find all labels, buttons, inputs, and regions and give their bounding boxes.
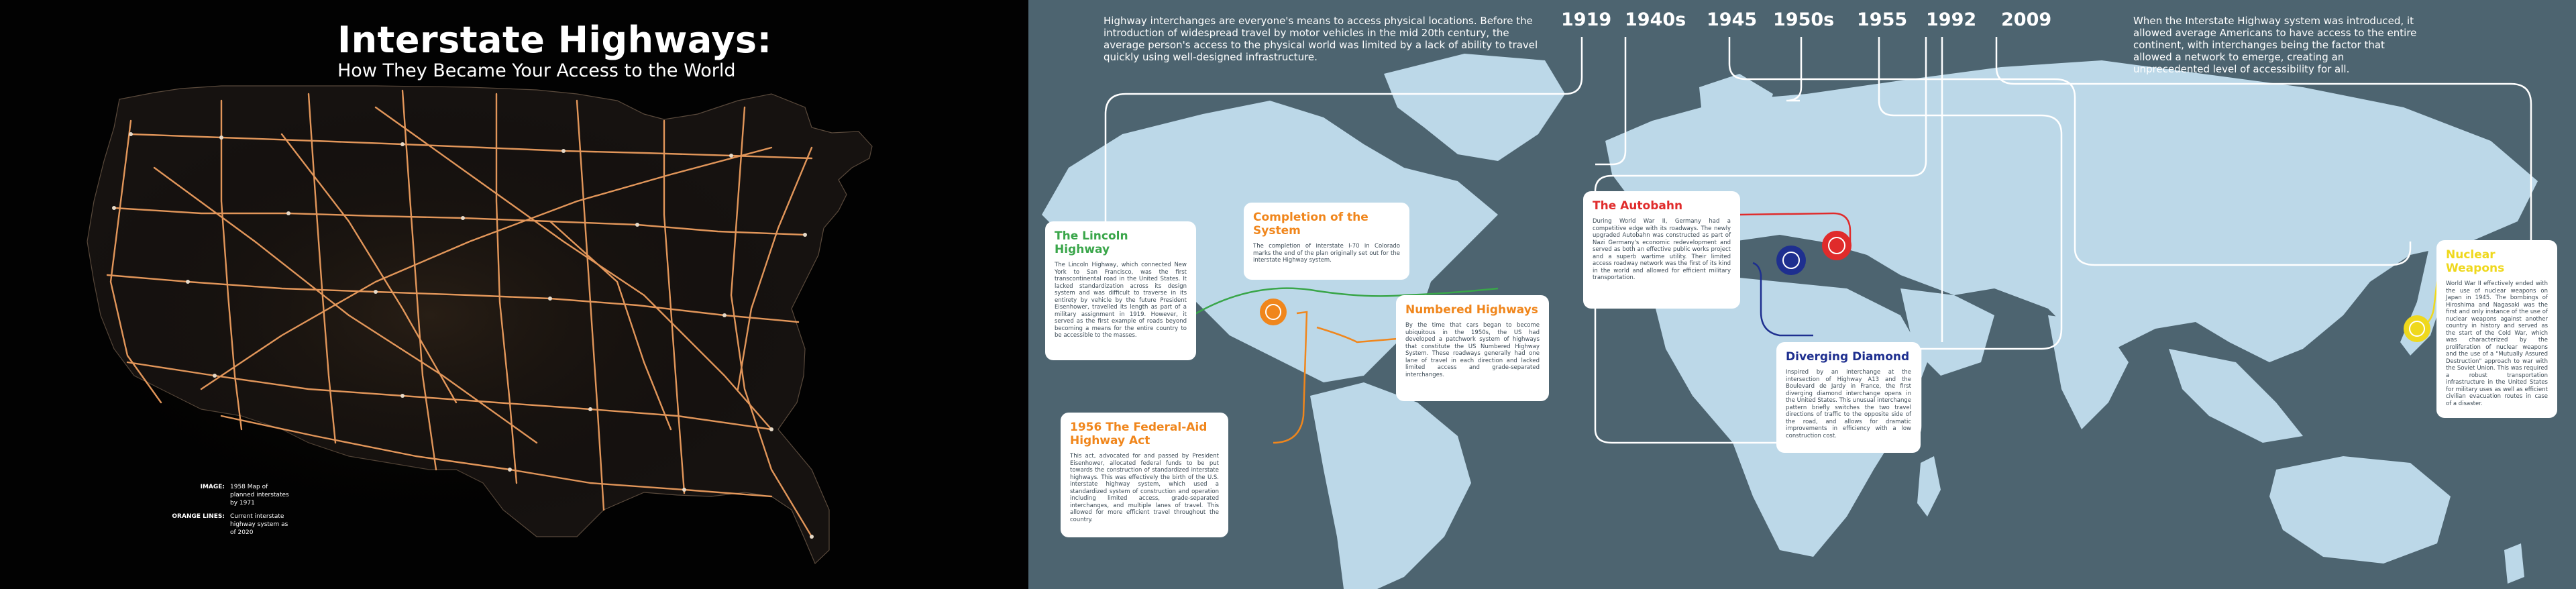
card-title: Numbered Highways bbox=[1405, 303, 1538, 317]
world-map-panel bbox=[1028, 0, 2576, 589]
connector-1950s bbox=[1786, 37, 1801, 101]
card-numbered-highways bbox=[1396, 295, 1549, 401]
southeast-asia bbox=[2169, 349, 2303, 443]
legend-value: Current interstate highway system as of 2020 bbox=[230, 513, 288, 536]
us-highway-panel bbox=[0, 0, 1028, 589]
card-autobahn bbox=[1583, 191, 1740, 309]
card-body: During World War II, Germany had a competitive edge with its roadways. The newly upgraded Autobahn was constructed as part of Nazi Germany's economic redevelopment and served as both an effective public works project and a superb wartime utility. Their limited access roadway network was the first of its kind in the world and allowed for efficient military transportation. bbox=[1593, 218, 1731, 281]
map-legend bbox=[171, 483, 290, 542]
card-title: The Autobahn bbox=[1593, 199, 1683, 213]
card-diverging-diamond bbox=[1776, 342, 1921, 453]
intro-text-left: Highway interchanges are everyone's means to access physical locations. Before the introduction of widespread travel by motor vehicles in the mid 20th century, the average person's access to the physical world was limited by a lack of ability to travel quickly using well-designed infrastructure. bbox=[1104, 15, 1538, 63]
card-title: Diverging Diamond bbox=[1786, 350, 1910, 364]
card-title: Nuclear Weapons bbox=[2446, 248, 2505, 275]
card-title: Completion of the System bbox=[1253, 211, 1368, 237]
year-2009: 2009 bbox=[2001, 9, 2052, 30]
year-1992: 1992 bbox=[1926, 9, 1977, 30]
legend-key: ORANGE LINES: bbox=[172, 513, 225, 520]
card-lincoln-highway bbox=[1045, 221, 1196, 360]
diamond-marker bbox=[1776, 246, 1806, 275]
autobahn-marker bbox=[1822, 231, 1851, 260]
world-map bbox=[1028, 0, 2576, 589]
year-1940s: 1940s bbox=[1625, 9, 1686, 30]
year-1950s: 1950s bbox=[1773, 9, 1835, 30]
card-nuclear-weapons bbox=[2436, 240, 2557, 418]
main-title: Interstate Highways: bbox=[337, 19, 772, 61]
card-body: By the time that cars began to become ubiquitous in the 1950s, the US had developed a patchwork system of highways that constitute the US Numbered Highway System. These roadways generally had one lane of travel in each direction and lacked limited access and grade-separated interchanges. bbox=[1405, 322, 1540, 378]
madagascar bbox=[1917, 456, 1941, 517]
legend-value: 1958 Map of planned interstates by 1971 bbox=[230, 484, 289, 506]
card-body: This act, advocated for and passed by President Eisenhower, allocated federal funds to be put towards the construction of standardized interstate highways. This was effectively the birth of the U.S. interstate highway system, which used a standardized system of construction and operation including limited access, grade-separated interchanges, and multiple lanes of travel. This allowed for more efficient travel throughout the country. bbox=[1070, 453, 1219, 523]
australia bbox=[2269, 456, 2451, 564]
year-1945: 1945 bbox=[1707, 9, 1758, 30]
card-completion-system bbox=[1244, 203, 1409, 280]
new-zealand bbox=[2504, 543, 2524, 584]
completion-marker bbox=[1260, 299, 1287, 325]
legend-row bbox=[171, 513, 290, 537]
legend-key: IMAGE: bbox=[200, 484, 225, 490]
intro-text-right: When the Interstate Highway system was introduced, it allowed average Americans to have access to the entire continent, with interchanges being the factor that allowed a network to emerge, creating an unprecedented level of accessibility for all. bbox=[2133, 15, 2417, 75]
us-highway-map bbox=[0, 0, 1028, 589]
south-america bbox=[1310, 382, 1471, 589]
card-body: World War II effectively ended with the use of nuclear weapons on Japan in 1945. The bombings of Hiroshima and Nagasaki was the first and only instance of the use of nuclear weapons against another country in history and served as the start of the Cold War, which was characterized by the proliferation of nuclear weapons and the use of a "Mutually Assured Destruction" approach to war with the Soviet Union. This was required a robust transportation infrastructure in the United States for military uses as well as efficient civilian evacuation routes in case of a disaster. bbox=[2446, 280, 2548, 407]
card-body: The Lincoln Highway, which connected New York to San Francisco, was the first transcontinental road in the United States. It lacked standardization across its design system and was difficult to traverse in its entirety by vehicle by the future President Eisenhower, travelled its length as part of a military assignment in 1919. However, it served as the first example of roads beyond becoming a means for the entire country to be accessible to the masses. bbox=[1055, 262, 1187, 339]
nuclear-marker bbox=[2404, 315, 2430, 342]
greenland bbox=[1384, 54, 1565, 161]
card-title: 1956 The Federal-Aid Highway Act bbox=[1070, 421, 1208, 447]
card-body: Inspired by an interchange at the intersection of Highway A13 and the Boulevard de Jardy in France, the first diverging diamond interchange opens in the United States. This unusual interchange pattern briefly switches the two travel directions of traffic to the opposite side of the road, and allows for dramatic improvements in efficiency with a low construction cost. bbox=[1786, 369, 1911, 439]
year-1955: 1955 bbox=[1857, 9, 1908, 30]
card-federal-aid-act bbox=[1061, 413, 1228, 537]
legend-row bbox=[171, 483, 290, 507]
main-subtitle: How They Became Your Access to the World bbox=[337, 60, 736, 81]
card-title: The Lincoln Highway bbox=[1055, 229, 1128, 256]
card-body: The completion of interstate I-70 in Colorado marks the end of the plan originally set out for the interstate Highway system. bbox=[1253, 243, 1400, 264]
year-1919: 1919 bbox=[1561, 9, 1612, 30]
